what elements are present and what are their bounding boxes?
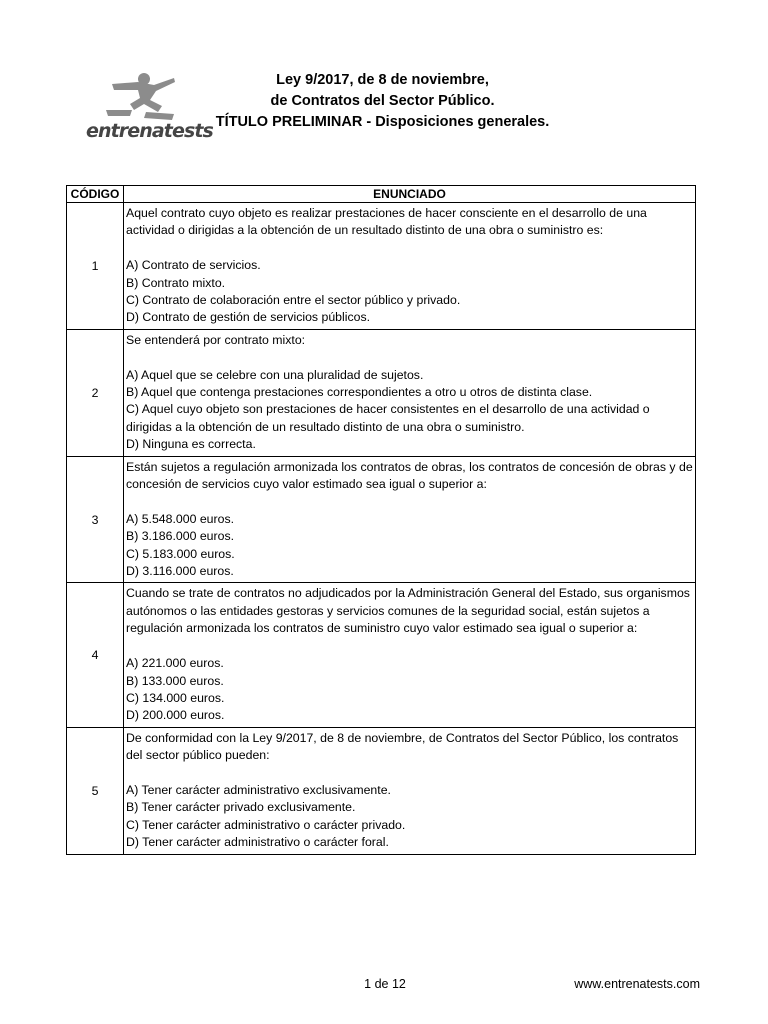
option-b: B) Aquel que contenga prestaciones correspondientes a otro u otros de distinta clase. [126, 385, 593, 400]
header-line-2: de Contratos del Sector Público. [270, 93, 495, 109]
header-line-1: Ley 9/2017, de 8 de noviembre, [276, 72, 489, 88]
question-code: 4 [67, 583, 124, 727]
questions-table [66, 185, 696, 855]
option-b: B) Contrato mixto. [126, 275, 226, 290]
question-text: Están sujetos a regulación armonizada los contratos de obras, los contratos de concesión de obras y de concesión de servicios cuyo valor estimado sea igual o superior a: [126, 459, 693, 492]
option-a: A) Contrato de servicios. [126, 258, 261, 273]
question-text: Aquel contrato cuyo objeto es realizar prestaciones de hacer consciente en el desarrollo de una actividad o dirigidas a la obtención de un resultado distinto de una obra o suministro es: [126, 206, 647, 238]
table-row [67, 203, 696, 330]
question-statement [124, 329, 696, 456]
header-line-3: TÍTULO PRELIMINAR - Disposiciones generales. [215, 114, 550, 130]
question-code: 5 [67, 727, 124, 854]
question-text: Se entenderá por contrato mixto: [126, 332, 306, 347]
option-a: A) Aquel que se celebre con una pluralidad de sujetos. [126, 367, 424, 382]
table-row [67, 727, 696, 854]
column-header-statement: ENUNCIADO [124, 186, 696, 203]
option-b: B) 3.186.000 euros. [126, 529, 235, 544]
question-statement [124, 456, 696, 583]
option-c: C) 134.000 euros. [126, 690, 225, 705]
question-statement [124, 203, 696, 330]
option-d: D) Tener carácter administrativo o carácter foral. [126, 835, 389, 850]
option-d: D) 3.116.000 euros. [126, 564, 234, 579]
table-row [67, 329, 696, 456]
page-number: 1 de 12 [364, 977, 406, 991]
option-d: D) 200.000 euros. [126, 708, 225, 723]
option-d: D) Ninguna es correcta. [126, 437, 256, 452]
document-header [150, 70, 615, 133]
question-statement [124, 727, 696, 854]
table-row [67, 583, 696, 727]
option-a: A) 221.000 euros. [126, 656, 224, 671]
question-statement [124, 583, 696, 727]
option-c: C) Aquel cuyo objeto son prestaciones de hacer consistentes en el desarrollo de una actividad o dirigidas a la obtención de un resultado distinto de una obra o suministro. [126, 402, 650, 434]
option-a: A) 5.548.000 euros. [126, 511, 235, 526]
column-header-code: CÓDIGO [67, 186, 124, 203]
table-header-row [67, 186, 696, 203]
option-c: C) Contrato de colaboración entre el sector público y privado. [126, 293, 461, 308]
table-row [67, 456, 696, 583]
option-d: D) Contrato de gestión de servicios públicos. [126, 310, 371, 325]
option-c: C) 5.183.000 euros. [126, 546, 235, 561]
option-c: C) Tener carácter administrativo o carácter privado. [126, 817, 406, 832]
option-b: B) Tener carácter privado exclusivamente. [126, 800, 356, 815]
question-text: De conformidad con la Ley 9/2017, de 8 de noviembre, de Contratos del Sector Público, los contratos del sector público pueden: [126, 730, 679, 763]
option-a: A) Tener carácter administrativo exclusivamente. [126, 782, 391, 797]
question-code: 2 [67, 329, 124, 456]
logo-text: entrenatests [86, 120, 213, 142]
website-url: www.entrenatests.com [574, 977, 700, 991]
question-text: Cuando se trate de contratos no adjudicados por la Administración General del Estado, sus organismos autónomos o las entidades gestoras y servicios comunes de la seguridad social, están sujetos a regulación armonizada los contratos de suministro cuyo valor estimado sea igual o superior a: [126, 586, 690, 636]
option-b: B) 133.000 euros. [126, 673, 224, 688]
question-code: 3 [67, 456, 124, 583]
question-code: 1 [67, 203, 124, 330]
